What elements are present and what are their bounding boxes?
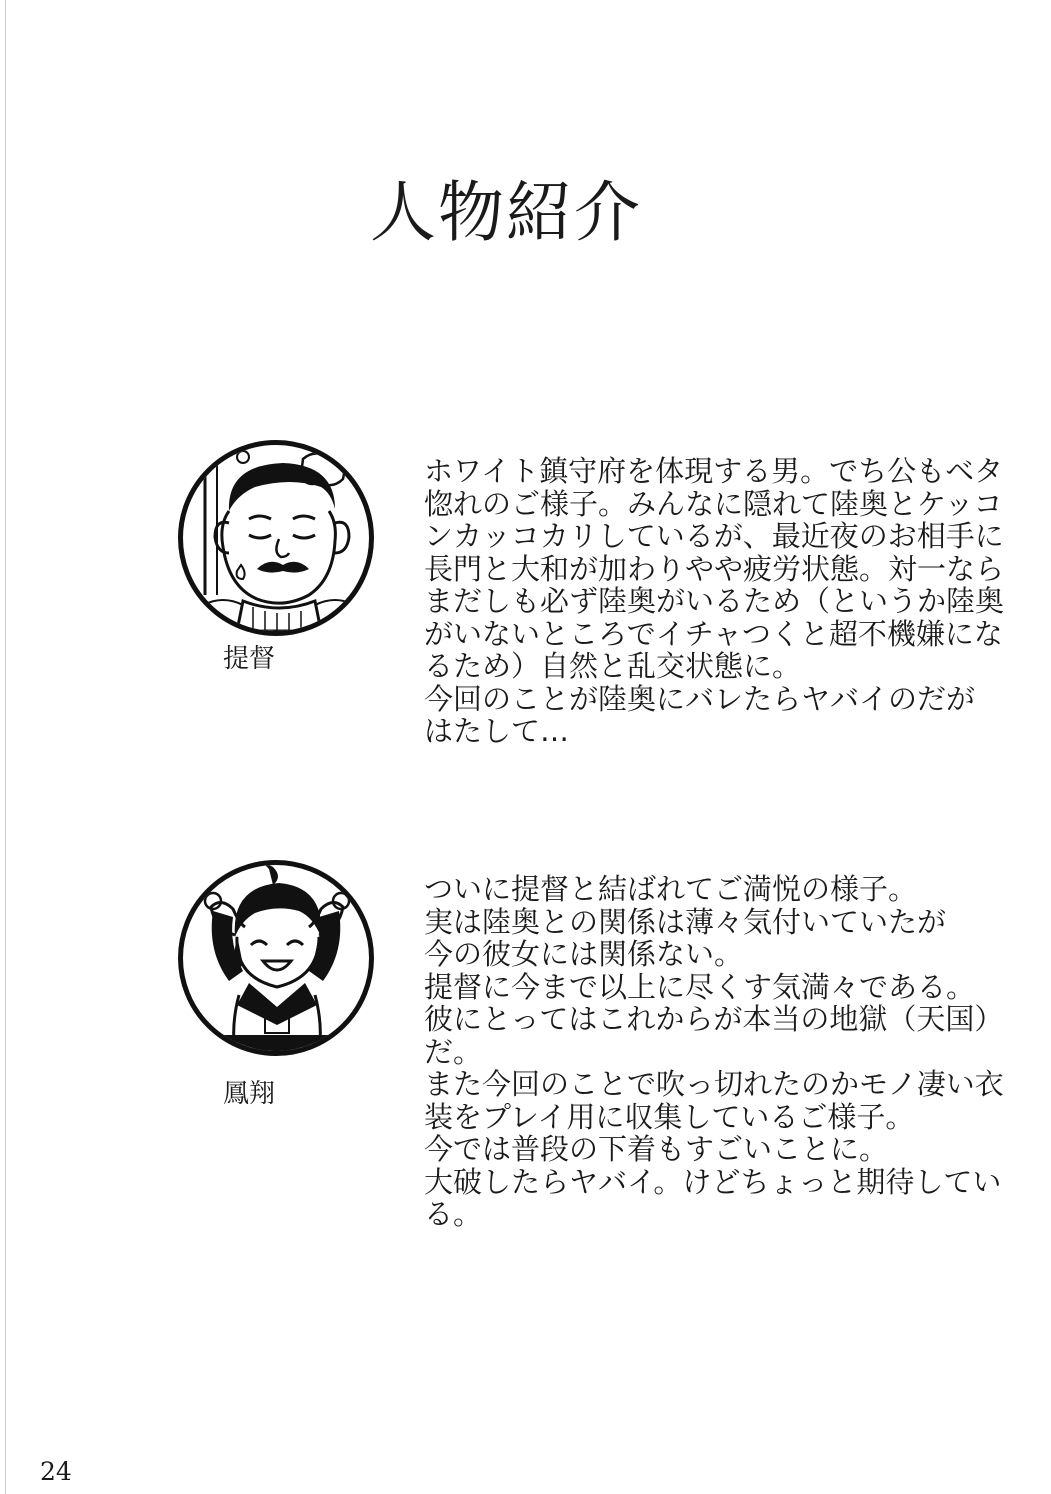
description-line: るため）自然と乱交状態に。 — [424, 649, 802, 683]
description-line: また今回のことで吹っ切れたのかモノ凄い衣 — [424, 1067, 1004, 1101]
description-line: はたして… — [424, 714, 570, 748]
description-line: がいないところでイチャつくと超不機嫌にな — [424, 616, 1003, 651]
character-name-admiral: 提督 — [223, 644, 276, 674]
description-line: る。 — [424, 1197, 483, 1231]
page-number: 24 — [40, 1457, 72, 1486]
page-title: 人物紹介 — [370, 174, 642, 251]
description-line: 今では普段の下着もすごいことに。 — [424, 1132, 889, 1166]
description-line: 彼にとってはこれからが本当の地獄（天国） — [424, 1002, 1004, 1036]
houshou-portrait-icon — [178, 860, 374, 1056]
page-edge-line — [5, 0, 6, 1494]
description-line: 実は陸奥との関係は薄々気付いていたが — [424, 904, 947, 939]
description-line: 提督に今まで以上に尽くす気満々である。 — [424, 969, 976, 1004]
description-line: ホワイト鎮守府を体現する男。でち公もベタ — [424, 454, 1004, 488]
description-line: 大破したらヤバイ。けどちょっと期待してい — [424, 1164, 1002, 1199]
description-line: 今の彼女には関係ない。 — [424, 937, 744, 971]
character-name-houshou: 鳳翔 — [223, 1079, 276, 1109]
description-line: 長門と大和が加わりやや疲労状態。対一なら — [424, 551, 1005, 586]
description-line: まだしも必ず陸奥がいるため（というか陸奥 — [424, 584, 1005, 618]
character-description-admiral — [424, 454, 1005, 748]
description-line: 今回のことが陸奥にバレたらヤバイのだが — [424, 681, 976, 716]
description-line: 惚れのご様子。みんなに隠れて陸奥とケッコ — [424, 486, 1003, 521]
description-line: ついに提督と結ばれてご満悦の様子。 — [424, 872, 918, 906]
description-line: だ。 — [424, 1034, 483, 1069]
character-description-houshou — [424, 872, 1004, 1231]
description-line: ンカッコカリしているが、最近夜のお相手に — [424, 519, 1004, 553]
admiral-portrait-icon — [178, 440, 374, 636]
description-line: 装をプレイ用に収集しているご様子。 — [424, 1099, 915, 1134]
